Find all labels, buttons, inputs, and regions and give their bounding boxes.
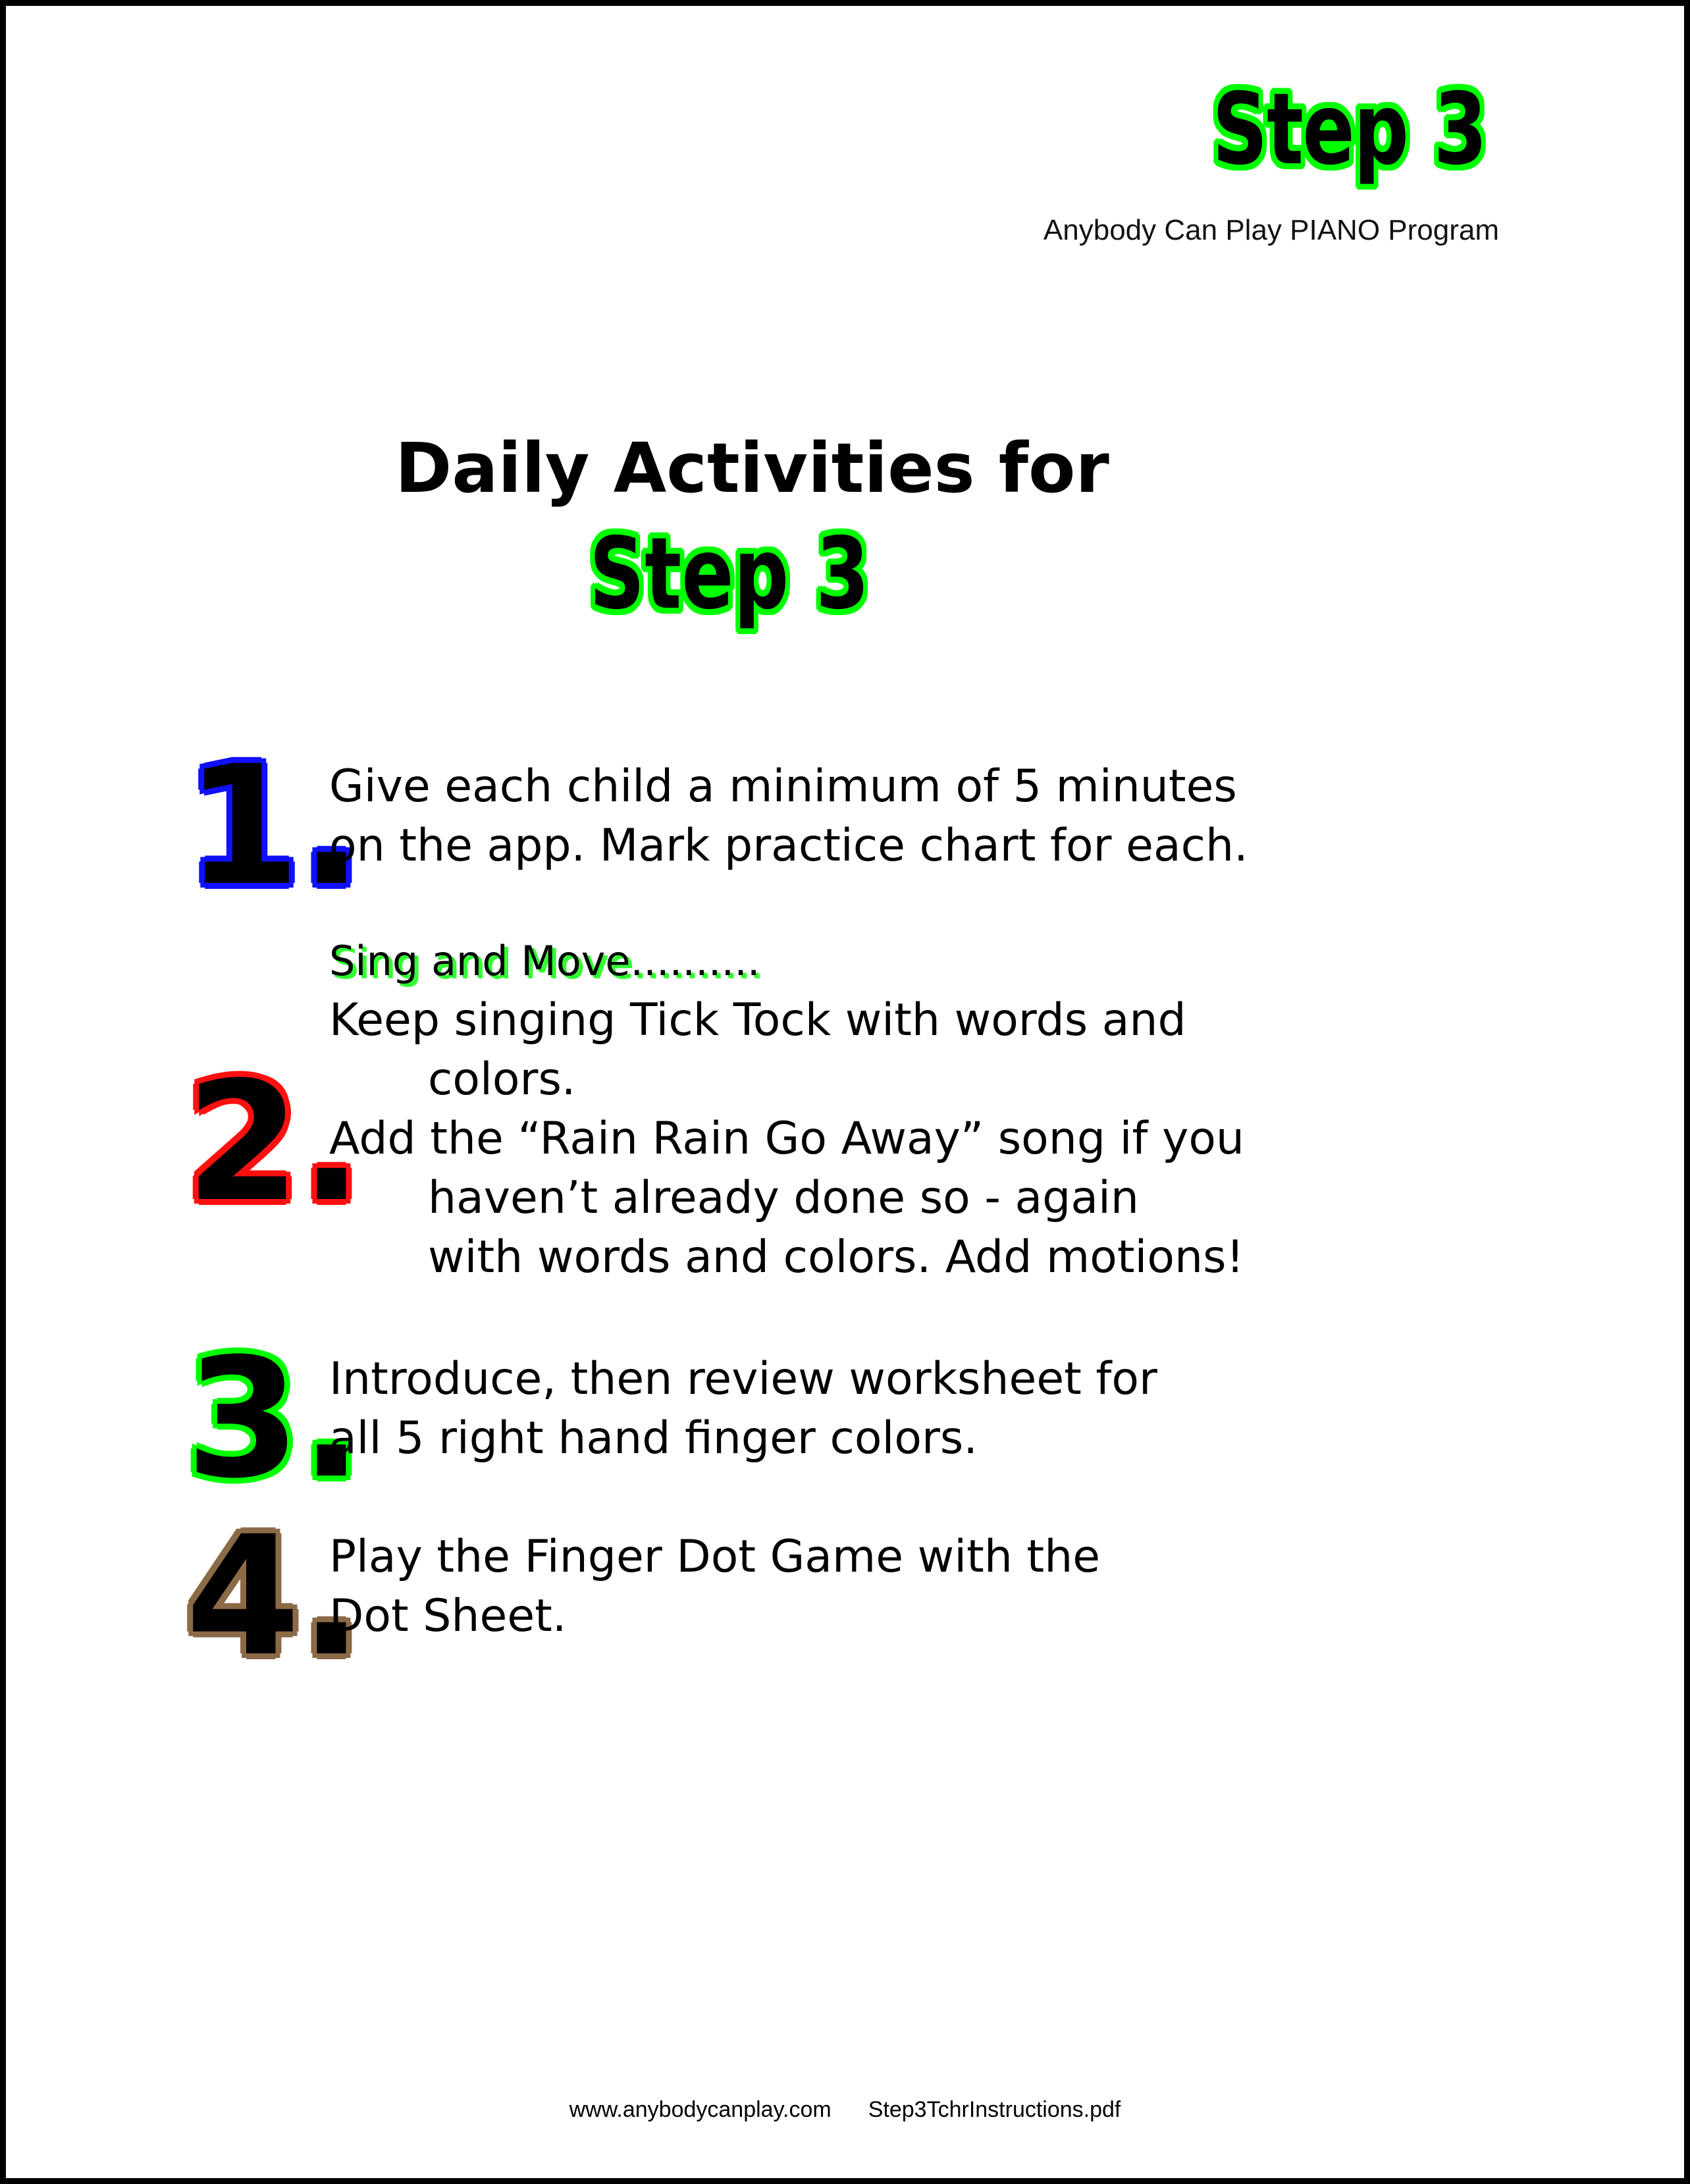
item-line: colors. (428, 1053, 576, 1105)
page-title: Daily Activities for (395, 428, 1109, 508)
item-line: all 5 right hand finger colors. (329, 1412, 978, 1464)
item-line: with words and colors. Add motions! (428, 1231, 1244, 1283)
item-line: Play the Finger Dot Game with the (329, 1531, 1101, 1583)
program-name: Anybody Can Play PIANO Program (1043, 214, 1499, 246)
item-line: Add the “Rain Rain Go Away” song if you (329, 1113, 1245, 1165)
item-line: Give each child a minimum of 5 minutes (329, 760, 1237, 812)
footer-filename: Step3TchrInstructions.pdf (868, 2097, 1121, 2122)
item-line: on the app. Mark practice chart for each. (329, 820, 1248, 872)
item-subheading: Sing and Move.......... (329, 937, 760, 985)
item-line: Introduce, then review worksheet for (329, 1353, 1157, 1405)
page-title-step: Step 3 (589, 517, 870, 631)
footer (0, 2097, 1690, 2123)
item-text-3 (329, 1350, 1157, 1468)
footer-website: www.anybodycanplay.com (569, 2097, 832, 2122)
item-number-2: 2. (186, 1046, 363, 1238)
item-text-1 (329, 757, 1248, 876)
item-text-4 (329, 1528, 1100, 1646)
item-number-4: 4. (186, 1501, 363, 1692)
item-line: Dot Sheet. (329, 1590, 567, 1642)
item-text-2 (329, 932, 1244, 1287)
item-line: Keep singing Tick Tock with words and (329, 994, 1186, 1046)
step-label: Step 3 (1211, 72, 1486, 187)
item-number-3: 3. (186, 1323, 363, 1514)
item-line: haven’t already done so - again (428, 1172, 1139, 1224)
item-number-1: 1. (186, 730, 363, 922)
